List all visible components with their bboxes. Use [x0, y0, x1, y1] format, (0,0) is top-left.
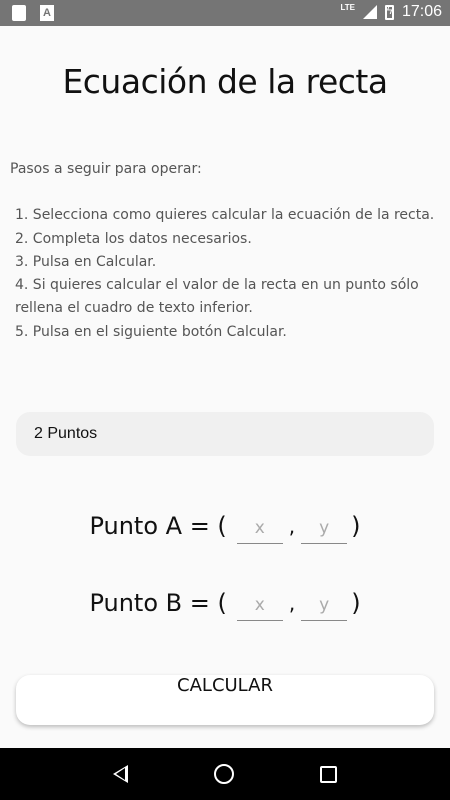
battery-charging-icon: [385, 5, 394, 20]
a-icon: A: [40, 5, 54, 21]
calculate-button[interactable]: CALCULAR: [16, 675, 434, 725]
point-a-x-input[interactable]: x: [237, 508, 283, 544]
point-b-y-input[interactable]: y: [301, 585, 347, 621]
instruction-step: 2. Completa los datos necesarios.: [15, 230, 252, 247]
point-a-label: Punto A = (: [89, 512, 227, 540]
point-b-x-input[interactable]: x: [237, 585, 283, 621]
instruction-step: 5. Pulsa en el siguiente botón Calcular.: [15, 323, 287, 340]
point-b-label: Punto B = (: [89, 589, 227, 617]
recents-icon[interactable]: [320, 766, 337, 783]
instructions-intro: Pasos a seguir para operar:: [10, 161, 202, 177]
sd-card-icon: [12, 5, 26, 21]
back-icon[interactable]: [113, 765, 128, 783]
close-paren: ): [351, 589, 361, 617]
signal-icon: [363, 5, 377, 19]
network-type: LTE: [340, 2, 355, 12]
instructions: [10, 158, 440, 344]
instruction-step: 3. Pulsa en Calcular.: [15, 253, 157, 270]
comma-separator: ,: [288, 514, 296, 538]
instruction-step: 4. Si quieres calcular el valor de la recta en un punto sólo rellena el cuadro de texto inferior.: [15, 277, 419, 317]
page-title: Ecuación de la recta: [62, 62, 388, 101]
navigation-bar: [0, 748, 450, 800]
status-bar: [0, 0, 450, 26]
home-icon[interactable]: [214, 764, 234, 784]
clock: 17:06: [401, 3, 442, 20]
point-b-row: [0, 585, 450, 621]
close-paren: ): [351, 512, 361, 540]
comma-separator: ,: [288, 591, 296, 615]
point-a-y-input[interactable]: y: [301, 508, 347, 544]
point-a-row: [0, 508, 450, 544]
method-spinner[interactable]: 2 Puntos: [16, 412, 434, 456]
instruction-step: 1. Selecciona como quieres calcular la ecuación de la recta.: [15, 207, 435, 224]
